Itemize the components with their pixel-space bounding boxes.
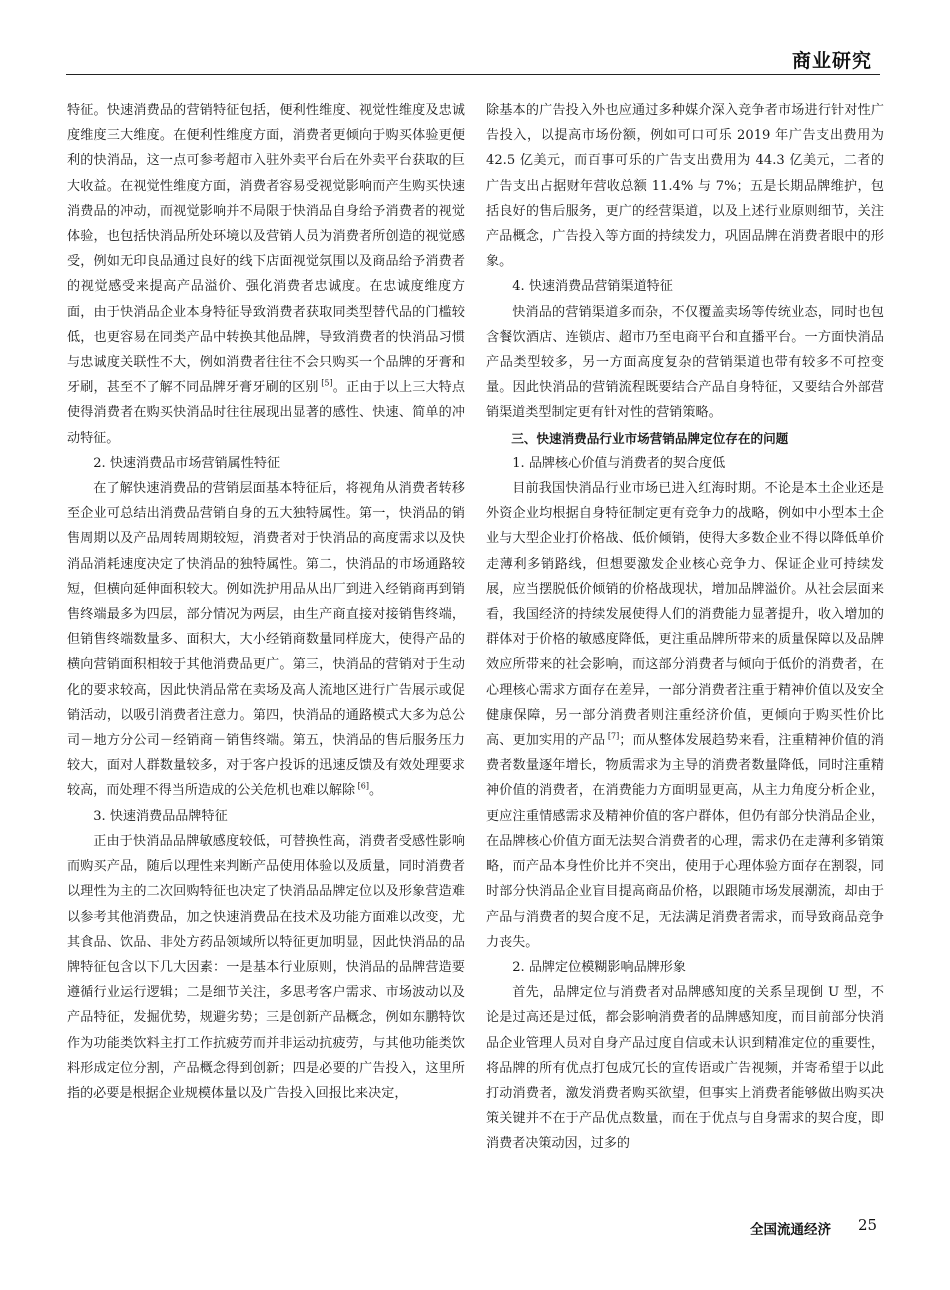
section-title: 商业研究 bbox=[791, 50, 872, 72]
subsection-heading: 3. 快速消费品品牌特征 bbox=[93, 808, 228, 824]
page-number: 25 bbox=[858, 1216, 878, 1234]
body-paragraph bbox=[67, 829, 465, 1106]
paragraph-text-tail: ；而从整体发展趋势来看，注重精神价值的消费者数量逐年增长，物质需求为主导的消费者数量降低，同时注重精神价值的消费者，在消费能力方面明显更高，从主力角度分析企业，更应注重情感需求及精神价值的客户群体，但仍有部分快消品企业，在品牌核心价值方面无法契合消费者的心理，需求仍在走薄利多销策略，而产品本身性价比并不突出，使用于心理体验方面存在割裂，同时部分快消品企业盲目提高商品价格，以跟随市场发展潮流，却由于产品与消费者的契合度不足，无法满足消费者需求，而导致商品竞争力丧失。 bbox=[486, 733, 885, 950]
body-paragraph bbox=[486, 476, 884, 955]
paragraph-text: 特征。快速消费品的营销特征包括，便利性维度、视觉性维度及忠诚度维度三大维度。在便利性维度方面，消费者更倾向于购买体验更便利的快消品，这一点可参考超市入驻外卖平台后在外卖平台获取的巨大收益。在视觉性维度方面，消费者容易受视觉影响而产生购买快速消费品的冲动，而视觉影响并不局限于快消品自身给予消费者的视觉体验，也包括快消品所处环境以及营销人员为消费者所创造的视觉感受，例如无印良品通过良好的线下店面视觉氛围以及商品给予消费者的视觉感受来提高产品溢价、强化消费者忠诚度。在忠诚度维度方面，由于快消品企业本身特征导致消费者获取同类型替代品的门槛较低，也更容易在同类产品中转换其他品牌，导致消费者的快消品习惯与忠诚度关联性不大，例如消费者往往不会只购买一个品牌的牙膏和牙刷，甚至不了解不同品牌牙膏牙刷的区别 bbox=[67, 103, 465, 396]
body-paragraph bbox=[486, 300, 884, 426]
paragraph-text-tail: 。正由于以上三大特点使得消费者在购买快消品时往往展现出显著的感性、快速、简单的冲动特征。 bbox=[67, 380, 466, 446]
paragraph-text: 首先，品牌定位与消费者对品牌感知度的关系呈现倒 U 型，不论是过高还是过低，都会影响消费者的品牌感知度，而目前部分快消品企业管理人员对自身产品过度自信或未认识到精准定位的重要性，将品牌的所有优点打包成冗长的宣传语或广告视频，并寄希望于以此打动消费者，激发消费者购买欲望，但事实上消费者能够做出购买决策关键并不在于产品优点数量，而在于优点与自身需求的契合度，即消费者决策动因，过多的 bbox=[486, 985, 884, 1152]
left-column bbox=[67, 98, 465, 1106]
header-divider bbox=[66, 74, 880, 75]
journal-name: 全国流通经济 bbox=[750, 1222, 831, 1238]
body-paragraph bbox=[67, 476, 465, 804]
body-paragraph bbox=[67, 98, 465, 451]
citation-ref: [5] bbox=[318, 378, 333, 388]
subsection-heading: 4. 快速消费品营销渠道特征 bbox=[512, 279, 673, 295]
paragraph-text: 除基本的广告投入外也应通过多种媒介深入竞争者市场进行针对性广告投入，以提高市场份额，例如可口可乐 2019 年广告支出费用为 42.5 亿美元，而百事可乐的广告支出费用为 44.3 亿美元，二者的广告支出占据财年营收总额 11.4% 与 7%；五是长期品牌维护，包括良好的售后服务，更广的经营渠道，以及上述行业原则细节，关注产品概念，广告投入等方面的持续发力，巩固品牌在消费者眼中的形象。 bbox=[486, 103, 884, 270]
citation-ref: [7] bbox=[605, 731, 620, 741]
citation-ref: [6] bbox=[355, 782, 369, 792]
subsection-heading: 2. 快速消费品市场营销属性特征 bbox=[93, 455, 281, 471]
subsection-heading: 1. 品牌核心价值与消费者的契合度低 bbox=[512, 455, 726, 471]
section-heading: 三、快速消费品行业市场营销品牌定位存在的问题 bbox=[511, 430, 789, 446]
paragraph-text: 目前我国快消品行业市场已进入红海时期。不论是本土企业还是外资企业均根据自身特征制定更有竞争力的战略，例如中小型本土企业与大型企业打价格战、低价倾销，使得大多数企业不得以降低单价走薄利多销路线，但想要激发企业核心竞争力、保证企业可持续发展，应当摆脱低价倾销的价格战现状，增加品牌溢价。从社会层面来看，我国经济的持续发展使得人们的消费能力显著提升，收入增加的群体对于价格的敏感度降低，更注重品牌所带来的质量保障以及品牌效应所带来的社会影响，而这部分消费者与倾向于低价的消费者，在心理核心需求方面存在差异，一部分消费者注重于精神价值以及安全健康保障，另一部分消费者则注重经济价值，更倾向于购买性价比高、更加实用的产品 bbox=[486, 481, 884, 749]
paragraph-text: 正由于快消品品牌敏感度较低，可替换性高，消费者受感性影响而购买产品，随后以理性来判断产品使用体验以及质量，同时消费者以理性为主的二次回购特征也决定了快消品品牌定位以及形象营造难以参考其他消费品，加之快速消费品在技术及功能方面难以改变，尤其食品、饮品、非处方药品领域所以特征更加明显，因此快消品的品牌特征包含以下几大因素：一是基本行业原则，快消品的品牌营造要遵循行业运行逻辑；二是细节关注，多思考客户需求、市场波动以及产品特征，发掘优势，规避劣势；三是创新产品概念，例如东鹏特饮作为功能类饮料主打工作抗疲劳而并非运动抗疲劳，与其他功能类饮料形成定位分割，产品概念得到创新；四是必要的广告投入，这里所指的必要是根据企业规模体量以及广告投入回报比来决定， bbox=[67, 833, 465, 1101]
paragraph-text: 快消品的营销渠道多而杂，不仅覆盖卖场等传统业态，同时也包含餐饮酒店、连锁店、超市乃至电商平台和直播平台。一方面快消品产品类型较多，另一方面高度复杂的营销渠道也带有较多不可控变量。因此快消品的营销流程既要结合产品自身特征，又要结合外部营销渠道类型制定更有针对性的营销策略。 bbox=[486, 304, 884, 421]
subsection-heading: 2. 品牌定位模糊影响品牌形象 bbox=[512, 959, 686, 975]
body-paragraph bbox=[486, 98, 884, 274]
right-column bbox=[486, 98, 884, 1157]
paragraph-text-tail: 。 bbox=[368, 783, 383, 799]
paragraph-text: 在了解快速消费品的营销层面基本特征后，将视角从消费者转移至企业可总结出消费品营销自身的五大独特属性。第一，快消品的销售周期以及产品周转周期较短，消费者对于快消品的高度需求以及快消品消耗速度决定了快消品的独特属性。第二，快消品的市场通路较短，但横向延伸面积较大。例如洗护用品从出厂到进入经销商再到销售终端最多为四层，部分情况为两层，由生产商直接对接销售终端，但销售终端数量多、面积大，大小经销商数量同样庞大，使得产品的横向营销面积相较于其他消费品更广。第三，快消品的营销对于生动化的要求较高，因此快消品常在卖场及高人流地区进行广告展示或促销活动，以吸引消费者注意力。第四，快消品的通路模式大多为总公司－地方分公司－经销商－销售终端。第五，快消品的售后服务压力较大，面对人群数量较多，对于客户投诉的迅速反馈及有效处理要求较高，而处理不得当所造成的公关危机也难以解除 bbox=[67, 481, 465, 799]
body-paragraph bbox=[486, 980, 884, 1156]
